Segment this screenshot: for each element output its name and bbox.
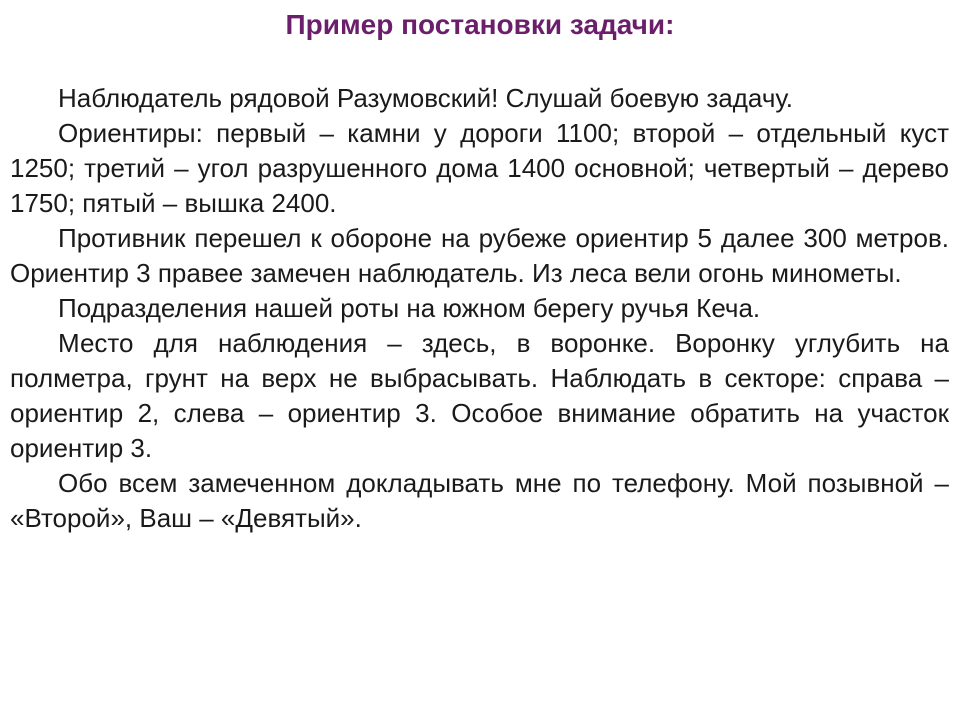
paragraph-enemy: Противник перешел к обороне на рубеже ориентир 5 далее 300 метров. Ориентир 3 правее замечен наблюдатель. Из леса вели огонь минометы. [10, 223, 949, 288]
paragraph-company-position: Подразделения нашей роты на южном берегу ручья Кеча. [58, 293, 761, 323]
slide-title: Пример постановки задачи: [285, 9, 675, 40]
paragraph-landmarks: Ориентиры: первый – камни у дороги 1100; второй – отдельный куст 1250; третий – угол разрушенного дома 1400 основной; четвертый – дерево 1750; пятый – вышка 2400. [10, 118, 949, 218]
paragraph-observation-post: Место для наблюдения – здесь, в воронке. Воронку углубить на полметра, грунт на верх не выбрасывать. Наблюдать в секторе: справа – ориентир 2, слева – ориентир 3. Особое внимание обратить на участок ориентир 3. [10, 328, 949, 463]
paragraph-greeting: Наблюдатель рядовой Разумовский! Слушай боевую задачу. [58, 83, 793, 113]
slide-body [10, 81, 949, 536]
paragraph-reporting: Обо всем замеченном докладывать мне по телефону. Мой позывной – «Второй», Ваш – «Девятый». [10, 468, 949, 533]
